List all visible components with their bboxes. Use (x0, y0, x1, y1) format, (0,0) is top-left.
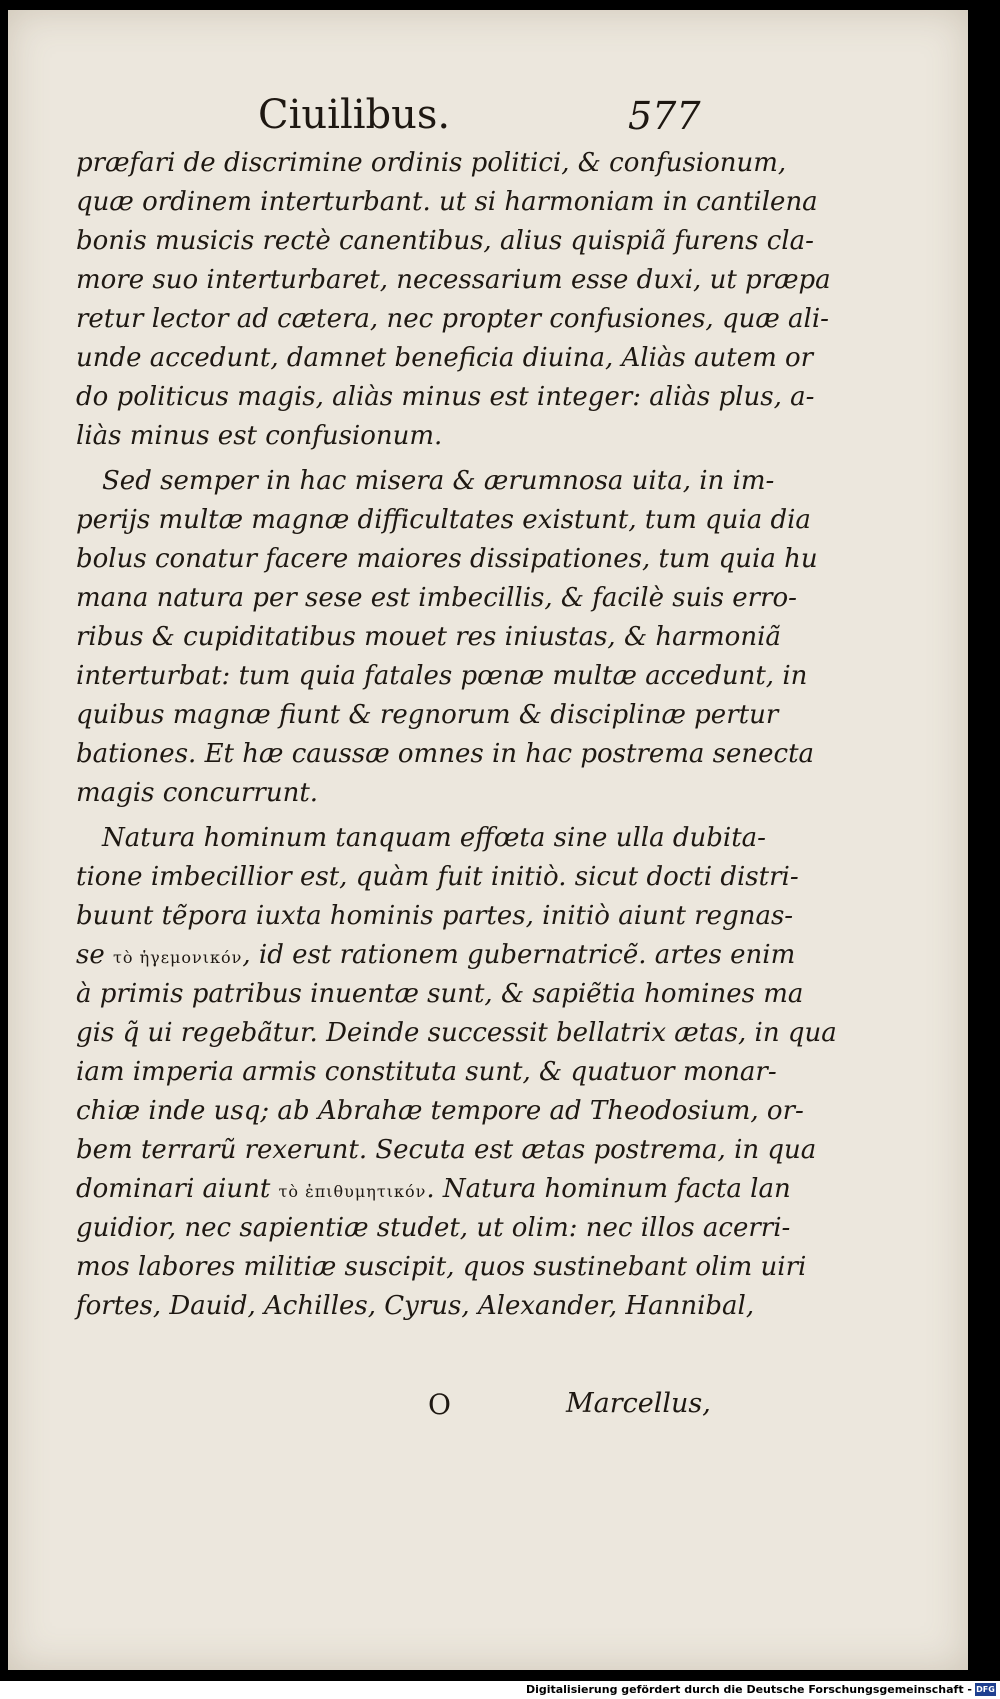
text-line: retur lector ad cætera, nec propter confusiones, quæ ali- (76, 304, 829, 334)
paragraph-start-line: Natura hominum tanquam effœta sine ulla dubita- (102, 823, 766, 853)
greek-term: τὸ ἡγεμονικόν (113, 948, 243, 967)
page-header (8, 92, 968, 142)
page-footer (76, 1388, 716, 1428)
greek-term: τὸ ἐπιθυμητικόν (278, 1182, 427, 1201)
text-line (76, 1170, 791, 1209)
text-line: liàs minus est confusionum. (76, 421, 443, 451)
text-line: mos labores militiæ suscipit, quos sustinebant olim uiri (76, 1252, 807, 1282)
running-head: Ciuilibus. (258, 92, 451, 138)
text-line: magis concurrunt. (76, 778, 319, 808)
text-line: chiæ inde usq; ab Abrahæ tempore ad Theodosium, or- (76, 1096, 804, 1126)
text-line: tione imbecillior est, quàm fuit initiò. sicut docti distri- (76, 862, 799, 892)
text-line: buunt tẽpora iuxta hominis partes, initiò aiunt regnas- (76, 901, 794, 931)
dfg-logo: DFG (976, 1685, 995, 1694)
catchword: Marcellus, (566, 1388, 711, 1419)
text-segment: , id est rationem gubernatricẽ. artes enim (242, 940, 796, 970)
body-text (76, 144, 837, 1326)
text-line: unde accedunt, damnet beneficia diuina, Aliàs autem or (76, 343, 814, 373)
text-line: quibus magnæ fiunt & regnorum & disciplinæ pertur (76, 700, 779, 730)
text-line: ribus & cupiditatibus mouet res iniustas, & harmoniã (76, 622, 781, 652)
credit-text: Digitalisierung gefördert durch die Deutsche Forschungsgemeinschaft - (525, 1683, 972, 1696)
text-line: gis q̃ ui regebãtur. Deinde successit bellatrix ætas, in qua (76, 1018, 837, 1048)
text-line (76, 936, 796, 975)
text-line: bolus conatur facere maiores dissipationes, tum quia hu (76, 544, 818, 574)
text-line: iam imperia armis constituta sunt, & quatuor monar- (76, 1057, 777, 1087)
text-segment: dominari aiunt (76, 1174, 279, 1204)
paragraph-start-line: Sed semper in hac misera & ærumnosa uita, in im- (102, 466, 775, 496)
text-line: guidior, nec sapientiæ studet, ut olim: nec illos acerri- (76, 1213, 791, 1243)
text-line: mana natura per sese est imbecillis, & facilè suis erro- (76, 583, 797, 613)
page-number: 577 (628, 94, 701, 138)
book-page (8, 10, 968, 1670)
signature-mark: O (428, 1388, 451, 1421)
text-line: quæ ordinem interturbant. ut si harmoniam in cantilena (76, 187, 818, 217)
text-line: præfari de discrimine ordinis politici, & confusionum, (76, 148, 787, 178)
text-line: fortes, Dauid, Achilles, Cyrus, Alexander, Hannibal, (76, 1291, 755, 1321)
text-line: bem terrarũ rexerunt. Secuta est ætas postrema, in qua (76, 1135, 817, 1165)
text-line: perijs multæ magnæ difficultates existunt, tum quia dia (76, 505, 811, 535)
text-segment: . Natura hominum facta lan (426, 1174, 791, 1204)
text-line: interturbat: tum quia fatales pœnæ multæ accedunt, in (76, 661, 808, 691)
text-line: bonis musicis rectè canentibus, alius quispiã furens cla- (76, 226, 814, 256)
text-line: more suo interturbaret, necessarium esse duxi, ut præpa (76, 265, 831, 295)
text-line: do politicus magis, aliàs minus est integer: aliàs plus, a- (76, 382, 815, 412)
text-line: à primis patribus inuentæ sunt, & sapiẽtia homines ma (76, 979, 804, 1009)
credit-bar (0, 1681, 1000, 1699)
text-segment: se (76, 940, 113, 970)
text-line: bationes. Et hæ caussæ omnes in hac postrema senecta (76, 739, 815, 769)
